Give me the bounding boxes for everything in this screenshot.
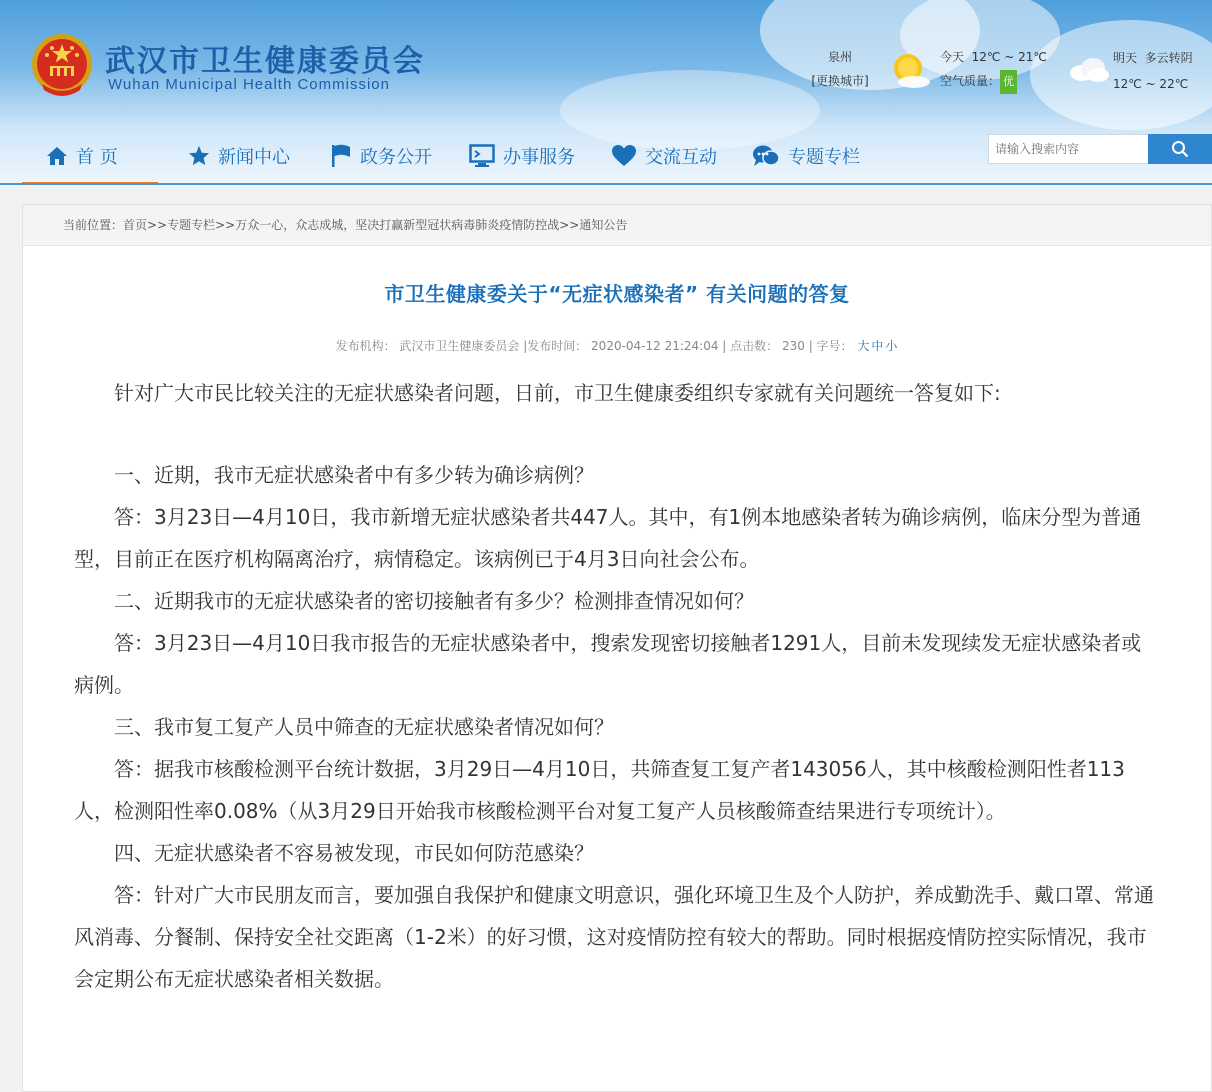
air-quality-badge: 优 [1000,70,1017,94]
search-button[interactable] [1148,134,1212,164]
star-icon [188,145,210,166]
monitor-icon [469,144,495,168]
article-body [74,372,1156,1000]
nav-label: 办事服务 [503,146,575,168]
flag-icon [330,144,352,168]
nav-item-special-topics[interactable] [752,128,860,183]
article-answer: 答：3月23日—4月10日，我市新增无症状感染者共447人。其中，有1例本地感染者转为确诊病例，临床分型为普通型，目前正在医疗机构隔离治疗，病情稳定。该病例已于4月3日向社会公布。 [74,505,1142,571]
search-box [988,134,1212,164]
nav-item-interaction[interactable] [611,128,717,183]
nav-item-home[interactable] [46,128,118,183]
article-question: 一、近期，我市无症状感染者中有多少转为确诊病例？ [114,463,594,487]
national-emblem-icon [30,32,94,100]
font-size-small-link[interactable]: 小 [885,339,898,353]
air-quality-label: 空气质量： [940,74,1001,88]
article-answer: 答：针对广大市民朋友而言，要加强自我保护和健康文明意识，强化环境卫生及个人防护，养成勤洗手、戴口罩、常通风消毒、分餐制、保持安全社交距离（1-2米）的好习惯，这对疫情防控有较大的帮助。同时根据疫情防控实际情况，我市会定期公布无症状感染者相关数据。 [74,883,1154,991]
nav-item-services[interactable] [469,128,575,183]
nav-item-news[interactable] [188,128,290,183]
article-question: 四、无症状感染者不容易被发现，市民如何防范感染？ [114,841,594,865]
site-title: 武汉市卫生健康委员会 [105,44,425,79]
nav-label: 新闻中心 [218,146,290,168]
search-icon [1171,140,1189,158]
font-size-medium-link[interactable]: 中 [871,339,884,353]
article-meta-info: 发布机构： 武汉市卫生健康委员会 |发布时间： 2020-04-12 21:24:04 | 点击数： 230 | 字号： [335,339,853,353]
article-paragraph: 针对广大市民比较关注的无症状感染者问题，日前，市卫生健康委组织专家就有关问题统一答复如下: [114,381,1001,405]
breadcrumb-text[interactable]: 当前位置：首页>>专题专栏>>万众一心，众志成城，坚决打赢新型冠状病毒肺炎疫情防控战>>通知公告 [63,218,628,232]
article-question: 三、我市复工复产人员中筛查的无症状感染者情况如何？ [114,715,614,739]
article-answer: 答：3月23日—4月10日我市报告的无症状感染者中，搜索发现密切接触者1291人，目前未发现续发无症状感染者或病例。 [74,631,1142,697]
nav-label: 首 页 [76,146,118,168]
article-container [22,204,1212,1092]
nav-label: 交流互动 [645,146,717,168]
site-subtitle: Wuhan Municipal Health Commission [108,76,390,93]
search-input[interactable] [988,134,1148,164]
breadcrumb [23,205,1211,246]
article-meta [23,337,1211,354]
article-answer: 答：据我市核酸检测平台统计数据，3月29日—4月10日，共筛查复工复产者143056人，其中核酸检测阳性者113人，检测阳性率0.08%（从3月29日开始我市核酸检测平台对复工复产人员核酸筛查结果进行专项统计）。 [74,757,1125,823]
main-nav [0,128,980,183]
nav-label: 专题专栏 [788,146,860,168]
cloudy-weather-icon [1068,56,1110,82]
weather-tomorrow [1113,45,1193,97]
weather-today [940,45,1047,94]
home-icon [46,146,68,166]
today-label: 今天 [940,50,965,64]
sunny-weather-icon [888,50,932,90]
article-question: 二、近期我市的无症状感染者的密切接触者有多少？检测排查情况如何？ [114,589,754,613]
weather-city: 泉州 [827,50,852,64]
heart-icon [611,144,637,167]
font-size-switcher [856,339,898,353]
article-title: 市卫生健康委关于“无症状感染者” 有关问题的答复 [384,282,850,306]
nav-label: 政务公开 [360,146,432,168]
nav-item-government-affairs[interactable] [330,128,432,183]
chat-icon [752,144,780,168]
today-temp: 12℃ ~ 21℃ [971,50,1047,64]
site-header [0,0,1212,185]
change-city-link[interactable]: [更换城市] [811,74,869,88]
tomorrow-desc: 多云转阴 [1144,51,1193,65]
tomorrow-temp: 12℃ ~ 22℃ [1113,77,1189,91]
font-size-large-link[interactable]: 大 [857,339,870,353]
tomorrow-label: 明天 [1113,51,1138,65]
weather-city-block [810,45,870,93]
